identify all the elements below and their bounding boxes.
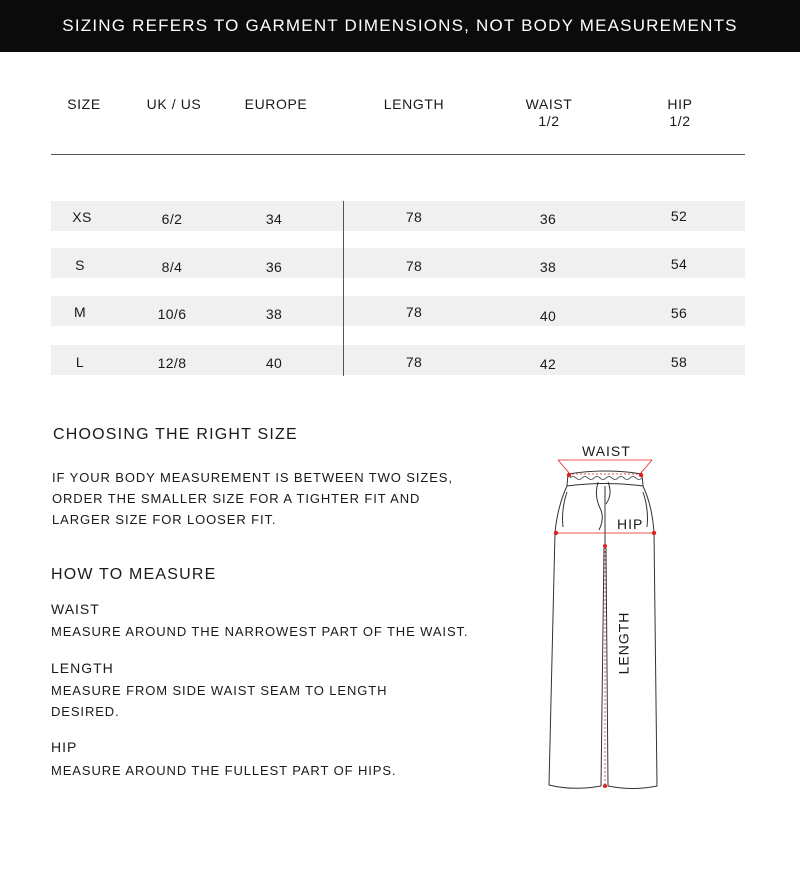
how-to-measure-title: HOW TO MEASURE [51,566,217,583]
header-rule [51,154,745,155]
column-divider [343,201,344,376]
cell-size: M [73,304,87,320]
header-size: SIZE [67,96,101,112]
cell-length: 78 [405,209,423,225]
cell-size: L [75,354,85,370]
cell-uk-us: 8/4 [161,259,183,275]
diagram-hip-label: HIP [617,516,644,532]
cell-hip: 58 [670,354,688,370]
cell-size: XS [72,209,92,225]
header-hip: HIP 1/2 [667,96,693,129]
cell-length: 78 [405,354,423,370]
header-europe: EUROPE [244,96,308,112]
cell-waist: 40 [539,308,557,324]
length-text: DESIRED. [51,704,120,719]
choosing-text: ORDER THE SMALLER SIZE FOR A TIGHTER FIT AND [52,491,421,506]
hip-text: MEASURE AROUND THE FULLEST PART OF HIPS. [51,763,397,778]
cell-hip: 54 [670,256,688,272]
waist-text: MEASURE AROUND THE NARROWEST PART OF THE WAIST. [51,624,469,639]
cell-uk-us: 10/6 [157,306,187,322]
cell-uk-us: 12/8 [157,355,187,371]
header-length: LENGTH [383,96,445,112]
length-heading: LENGTH [51,660,114,676]
hip-heading: HIP [51,739,78,755]
cell-hip: 52 [670,208,688,224]
choosing-text: LARGER SIZE FOR LOOSER FIT. [52,512,277,527]
diagram-waist-label: WAIST [582,443,631,459]
cell-uk-us: 6/2 [161,211,183,227]
cell-waist: 42 [539,356,557,372]
cell-europe: 36 [265,259,283,275]
cell-length: 78 [405,304,423,320]
choosing-text: IF YOUR BODY MEASUREMENT IS BETWEEN TWO SIZES, [52,470,453,485]
cell-europe: 40 [265,355,283,371]
sizing-banner: SIZING REFERS TO GARMENT DIMENSIONS, NOT BODY MEASUREMENTS [0,0,800,52]
header-uk-us: UK / US [146,96,202,112]
cell-europe: 34 [265,211,283,227]
trousers-icon [540,440,680,800]
waist-heading: WAIST [51,601,100,617]
cell-waist: 38 [539,259,557,275]
cell-hip: 56 [670,305,688,321]
cell-size: S [75,257,85,273]
header-waist: WAIST 1/2 [525,96,573,129]
cell-waist: 36 [539,211,557,227]
cell-europe: 38 [265,306,283,322]
diagram-length-label: LENGTH [615,611,632,675]
choosing-title: CHOOSING THE RIGHT SIZE [53,426,298,443]
cell-length: 78 [405,258,423,274]
length-text: MEASURE FROM SIDE WAIST SEAM TO LENGTH [51,683,388,698]
